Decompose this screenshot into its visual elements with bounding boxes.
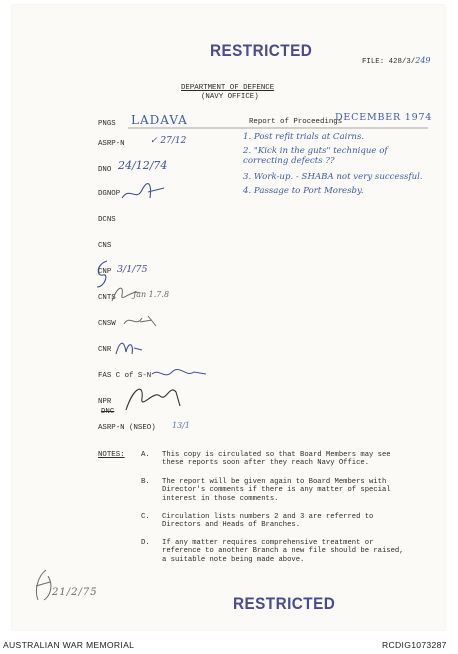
- npr-signature: [120, 380, 190, 416]
- circulation-asrp-n-nseo: ASRP-N (NSEO): [98, 424, 156, 432]
- circulation-cnts: CNTS: [98, 294, 116, 302]
- file-number-value: 428/3/: [388, 58, 416, 66]
- proceedings-note-1: 1. Post refit trials at Cairns.: [243, 132, 365, 142]
- dgnop-initials-signature: [120, 182, 170, 206]
- circulation-asrp-n: ASRP-N: [98, 140, 125, 148]
- footer-record-id: RCDIG1073287: [382, 640, 447, 650]
- pencil-initials: [28, 566, 58, 606]
- circulation-npr: NPR: [98, 398, 112, 406]
- ship-name: LADAVA: [131, 113, 188, 127]
- circulation-cnp: CNP: [98, 268, 112, 276]
- restricted-stamp-top: RESTRICTED: [210, 41, 313, 60]
- pngs-label: PNGS: [98, 120, 116, 128]
- circulation-cns: CNS: [98, 242, 112, 250]
- note-b-letter: B.: [141, 478, 150, 486]
- proceedings-note-2: 2. "Kick in the guts" technique of correcting defects ??: [243, 146, 388, 166]
- circulation-cnp-mark: 3/1/75: [117, 264, 148, 275]
- department-subheading: (NAVY OFFICE): [201, 93, 259, 101]
- pencil-date: 21/2/75: [52, 587, 98, 598]
- file-number-handwritten: 249: [415, 56, 431, 65]
- circulation-dno: DNO: [98, 166, 112, 174]
- circulation-cnr: CNR: [98, 346, 112, 354]
- report-of-proceedings-label: Report of Proceedings: [249, 118, 343, 126]
- department-heading: DEPARTMENT OF DEFENCE: [181, 84, 275, 92]
- circulation-cnsw: CNSW: [98, 320, 116, 328]
- note-b-text: The report will be given again to Board Members with Director's comments if there is any matter of special interest in those comments.: [162, 478, 391, 503]
- cnts-signature: [110, 283, 146, 305]
- footer-archive-name: AUSTRALIAN WAR MEMORIAL: [3, 640, 135, 650]
- circulation-dgnop: DGNOP: [98, 190, 121, 198]
- proceedings-note-4: 4. Passage to Port Moresby.: [243, 186, 364, 196]
- note-a-text: This copy is circulated so that Board Members may see these reports soon after they reach Navy Office.: [162, 451, 391, 468]
- report-month: DECEMBER 1974: [335, 112, 433, 123]
- note-a-letter: A.: [141, 451, 150, 459]
- note-d-letter: D.: [141, 539, 150, 547]
- cnsw-initials: [122, 312, 162, 332]
- circulation-dno-mark: 24/12/74: [118, 159, 168, 172]
- circulation-dcns: DCNS: [98, 216, 116, 224]
- restricted-stamp-bottom: RESTRICTED: [233, 594, 336, 613]
- file-number: [362, 56, 431, 66]
- proceedings-note-3: 3. Work-up. - SHABA not very successful.: [243, 172, 423, 182]
- note-d-text: If any matter requires comprehensive treatment or reference to another Branch a new file should be raised, a suitable note being made above.: [162, 539, 404, 564]
- circulation-asrp-n-mark: ✓ 27/12: [150, 136, 187, 146]
- circulation-cnts-mark: Jan 1.7.8: [133, 290, 170, 299]
- circulation-dnc: DNC: [101, 408, 115, 416]
- circulation-fas-c-of-s-n: FAS C of S-N: [98, 372, 152, 380]
- note-c-text: Circulation lists numbers 2 and 3 are referred to Directors and Heads of Branches.: [162, 513, 374, 530]
- cnr-initials: [112, 338, 148, 360]
- circulation-asrp-n-nseo-mark: 13/1: [172, 421, 190, 430]
- notes-label: NOTES:: [98, 451, 125, 459]
- file-label: FILE:: [362, 58, 385, 66]
- note-c-letter: C.: [141, 513, 150, 521]
